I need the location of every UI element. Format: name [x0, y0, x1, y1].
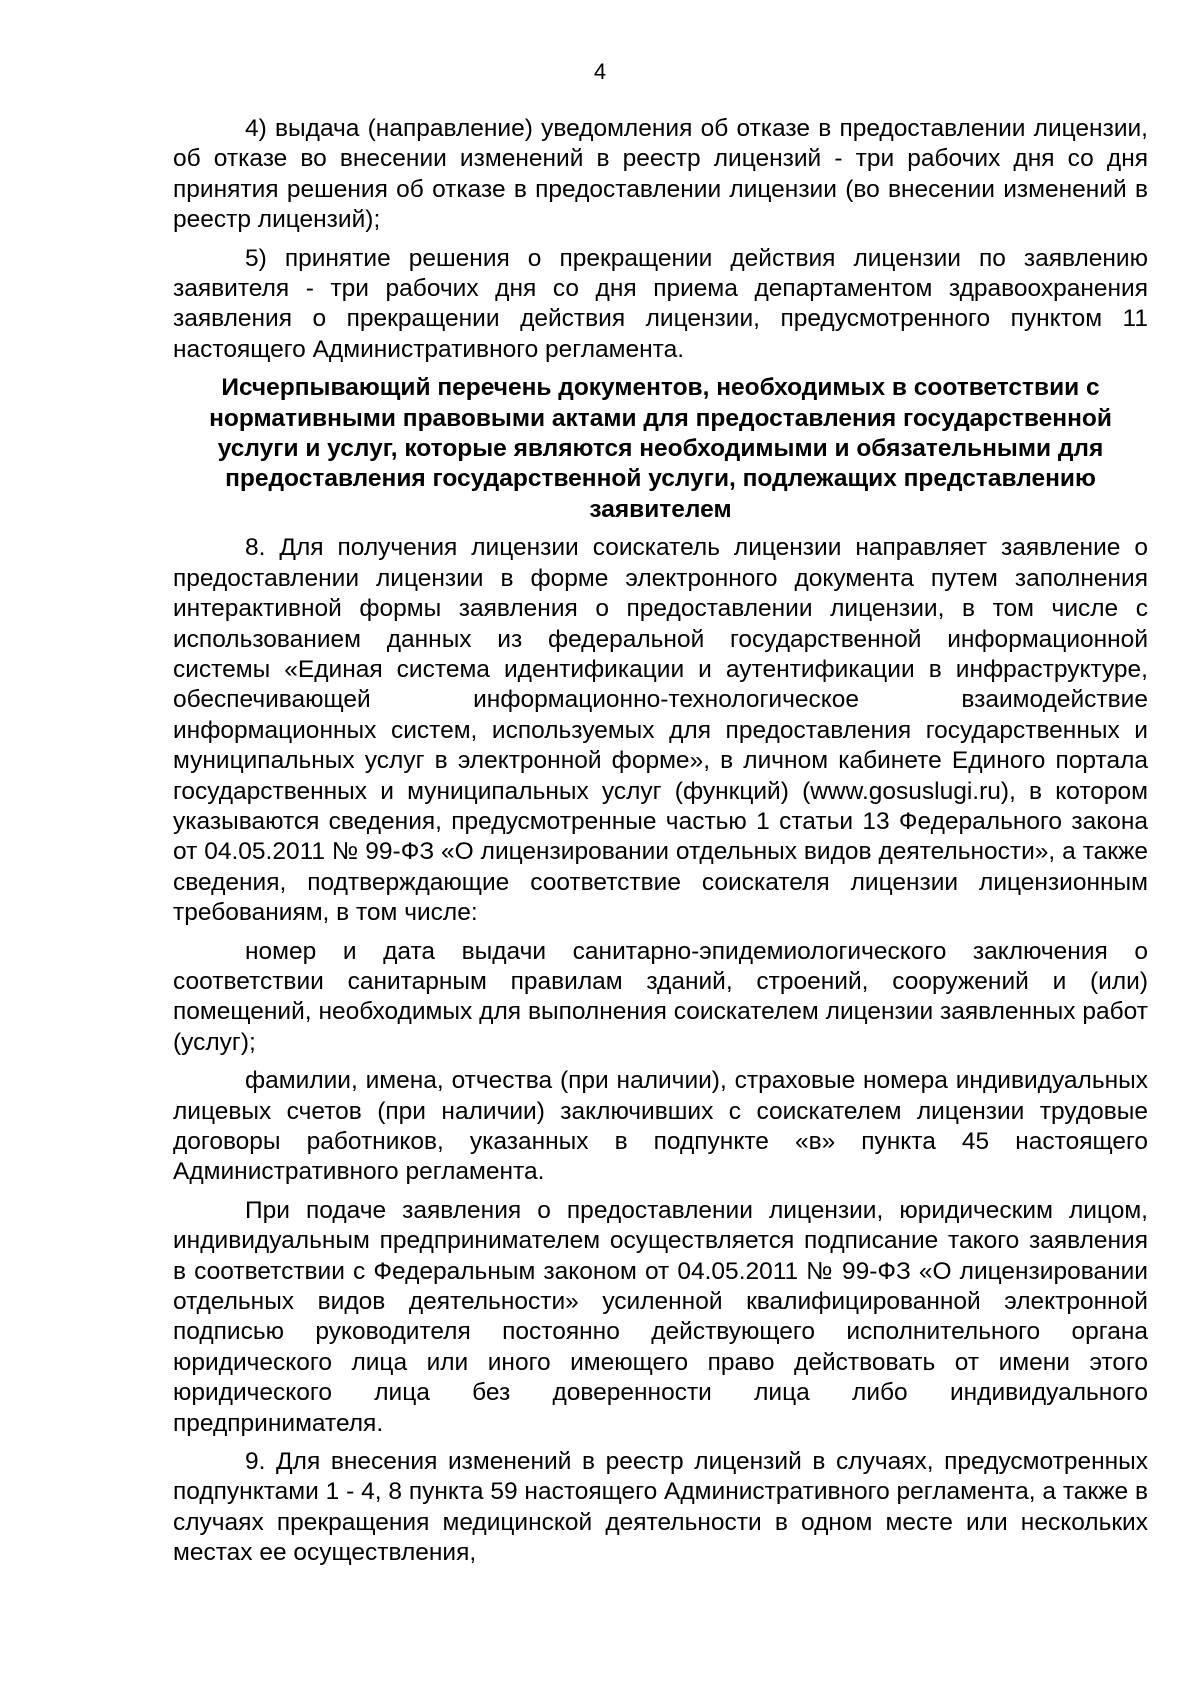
paragraph-sanitary-conclusion: номер и дата выдачи санитарно-эпидемиологического заключения о соответствии санитарным правилам зданий, строений, сооружений и (или) помещений, необходимых для выполнения соискателем лицензии заявленных работ (услуг);: [173, 937, 1148, 1056]
paragraph-clause-9: 9. Для внесения изменений в реестр лицензий в случаях, предусмотренных подпунктами 1 - 4, 8 пункта 59 настоящего Административного регламента, а также в случаях прекращения медицинской деятельности в одном месте или нескольких местах ее осуществления,: [173, 1448, 1148, 1567]
paragraph-clause-8: 8. Для получения лицензии соискатель лицензии направляет заявление о предоставлении лицензии в форме электронного документа путем заполнения интерактивной формы заявления о предоставлении лицензии, в том числе с использованием данных из федеральной государственной информационной системы «Единая система идентификации и аутентификации в инфраструктуре, обеспечивающей информационно-технологическое взаимодействие информационных систем, используемых для предоставления государственных и муниципальных услуг в электронной форме», в личном кабинете Единого портала государственных и муниципальных услуг (функций) (www.gosuslugi.ru), в котором указываются сведения, предусмотренные частью 1 статьи 13 Федерального закона от 04.05.2011 № 99-ФЗ «О лицензировании отдельных видов деятельности», а также сведения, подтверждающие соответствие соискателя лицензии лицензионным требованиям, в том числе:: [173, 534, 1148, 927]
paragraph-employees: фамилии, имена, отчества (при наличии), страховые номера индивидуальных лицевых счетов (при наличии) заключивших с соискателем лицензии трудовые договоры работников, указанных в подпункте «в» пункта 45 настоящего Административного регламента.: [173, 1067, 1148, 1186]
section-heading: Исчерпывающий перечень документов, необходимых в соответствии с нормативными правовыми актами для предоставления государственной услуги и услуг, которые являются необходимыми и обязательными для предоставления государственной услуги, подлежащих представлению заявителем: [209, 374, 1112, 523]
paragraph-signature: При подаче заявления о предоставлении лицензии, юридическим лицом, индивидуальным предпринимателем осуществляется подписание такого заявления в соответствии с Федеральным законом от 04.05.2011 № 99-ФЗ «О лицензировании отдельных видов деятельности» усиленной квалифицированной электронной подписью руководителя постоянно действующего исполнительного органа юридического лица или иного имеющего право действовать от имени этого юридического лица без доверенности лица либо индивидуального предпринимателя.: [173, 1196, 1148, 1437]
document-body: [173, 114, 1148, 1577]
page-number: 4: [593, 59, 607, 84]
paragraph-item-5: 5) принятие решения о прекращении действия лицензии по заявлению заявителя - три рабочих дня со дня приема департаментом здравоохранения заявления о прекращении действия лицензии, предусмотренного пунктом 11 настоящего Административного регламента.: [173, 244, 1148, 363]
paragraph-item-4: 4) выдача (направление) уведомления об отказе в предоставлении лицензии, об отказе во внесении изменений в реестр лицензий - три рабочих дня со дня принятия решения об отказе в предоставлении лицензии (во внесении изменений в реестр лицензий);: [173, 115, 1148, 234]
